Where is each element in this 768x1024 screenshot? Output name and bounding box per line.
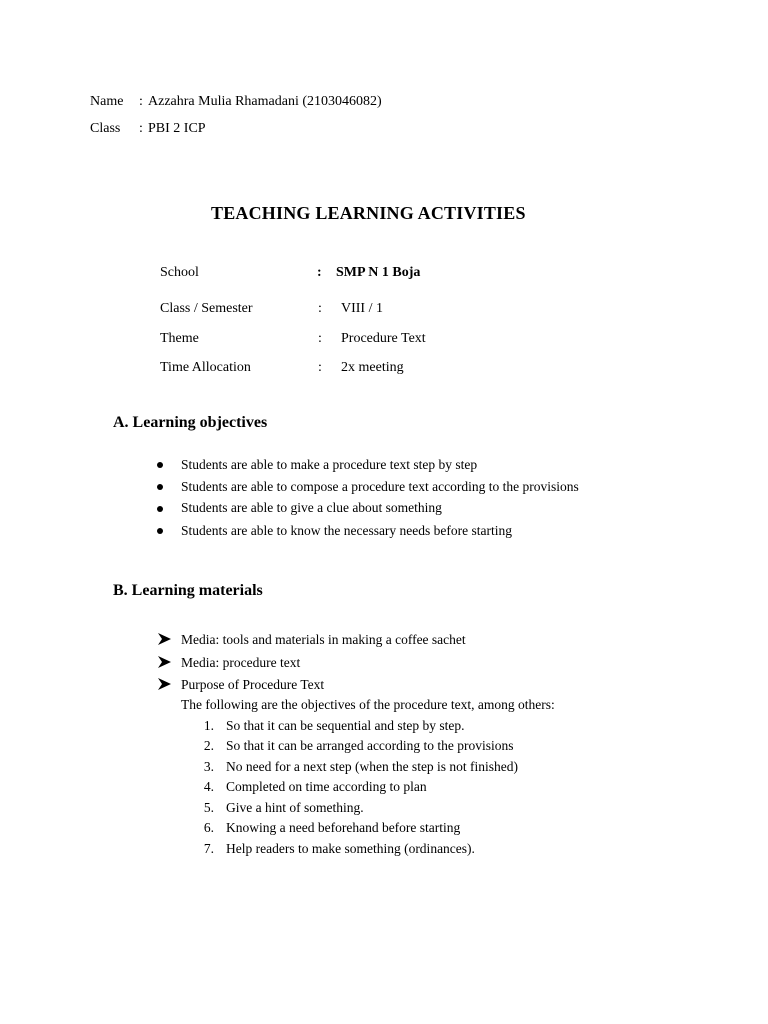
class-label: Class: [90, 121, 121, 136]
name-label: Name: [90, 94, 124, 109]
bullet-icon: [157, 484, 163, 490]
class-value: PBI 2 ICP: [148, 121, 206, 136]
info-class-semester-value: VIII / 1: [341, 301, 383, 316]
numbered-item: So that it can be sequential and step by step.: [226, 718, 465, 733]
numbered-item: No need for a next step (when the step is not finished): [226, 759, 519, 774]
objective-item-3: Students are able to give a clue about something: [181, 500, 442, 515]
section-a-heading: A. Learning objectives: [113, 414, 268, 431]
info-theme-colon: :: [318, 331, 322, 346]
numbered-index: 4.: [203, 779, 214, 794]
section-b-heading: B. Learning materials: [113, 582, 263, 599]
bullet-icon: [157, 506, 163, 512]
name-value: Azzahra Mulia Rhamadani (2103046082): [148, 94, 382, 109]
name-colon: :: [139, 94, 143, 109]
bullet-icon: [157, 462, 163, 468]
info-class-semester-label: Class / Semester: [160, 301, 253, 316]
material-item-1: Media: tools and materials in making a coffee sachet: [181, 632, 466, 647]
arrowhead-bullet-icon: [157, 678, 171, 690]
info-class-semester-colon: :: [318, 301, 322, 316]
objective-item-4: Students are able to know the necessary needs before starting: [181, 523, 513, 538]
bullet-icon: [157, 528, 163, 534]
numbered-item: So that it can be arranged according to the provisions: [226, 738, 514, 753]
numbered-index: 5.: [203, 800, 214, 815]
objective-item-1: Students are able to make a procedure text step by step: [181, 457, 478, 472]
numbered-index: 7.: [203, 841, 214, 856]
class-colon: :: [139, 121, 143, 136]
info-theme-value: Procedure Text: [341, 331, 426, 346]
numbered-index: 2.: [203, 738, 214, 753]
material-item-3: Purpose of Procedure Text: [181, 677, 325, 692]
numbered-item: Give a hint of something.: [226, 800, 364, 815]
info-school-value: SMP N 1 Boja: [336, 265, 421, 280]
info-theme-label: Theme: [160, 331, 199, 346]
info-school-colon: :: [317, 265, 322, 280]
material-item-2: Media: procedure text: [181, 655, 301, 670]
info-time-value: 2x meeting: [341, 360, 404, 375]
info-school-label: School: [160, 265, 199, 280]
arrowhead-bullet-icon: [157, 633, 171, 645]
numbered-item: Completed on time according to plan: [226, 779, 427, 794]
numbered-item: Help readers to make something (ordinances).: [226, 841, 475, 856]
numbered-index: 1.: [203, 718, 214, 733]
page-title: TEACHING LEARNING ACTIVITIES: [211, 203, 526, 223]
arrowhead-bullet-icon: [157, 656, 171, 668]
objectives-intro: The following are the objectives of the procedure text, among others:: [181, 697, 555, 712]
objective-item-2: Students are able to compose a procedure text according to the provisions: [181, 479, 579, 494]
numbered-item: Knowing a need beforehand before starting: [226, 820, 461, 835]
info-time-label: Time Allocation: [160, 360, 251, 375]
numbered-index: 6.: [203, 820, 214, 835]
numbered-index: 3.: [203, 759, 214, 774]
info-time-colon: :: [318, 360, 322, 375]
